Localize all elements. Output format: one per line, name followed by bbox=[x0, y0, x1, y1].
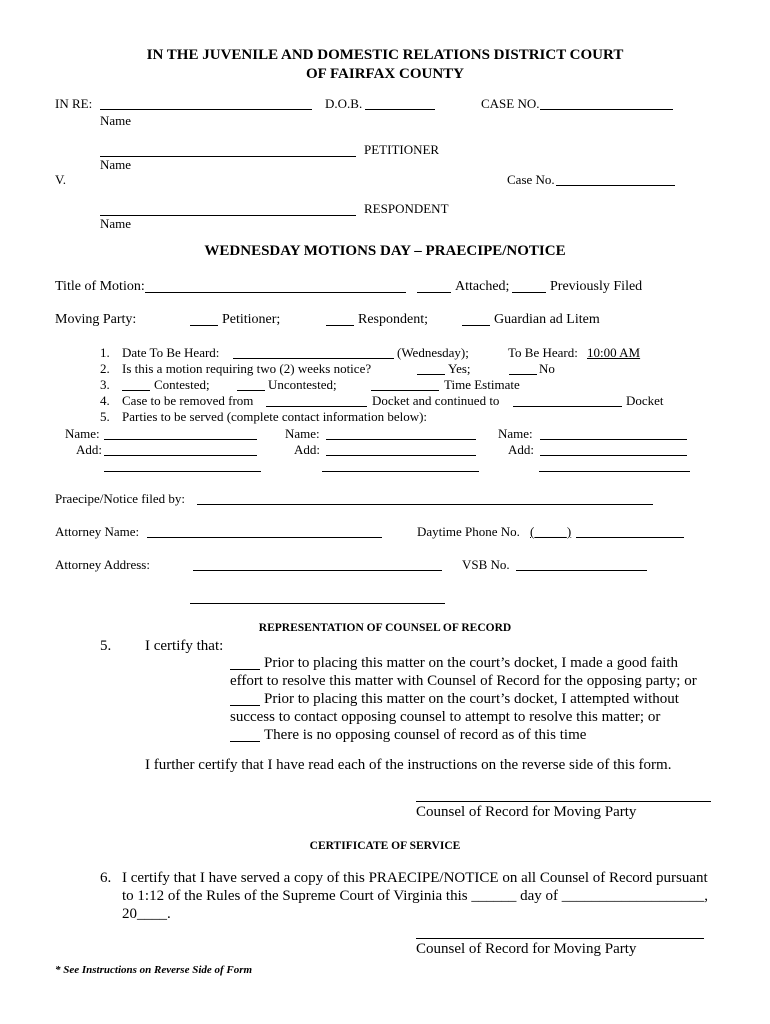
counsel-signature-line-1[interactable] bbox=[416, 801, 711, 802]
form-title: WEDNESDAY MOTIONS DAY – PRAECIPE/NOTICE bbox=[204, 243, 566, 259]
two-weeks-no-label: No bbox=[539, 361, 555, 376]
hearing-time: 10:00 AM bbox=[587, 345, 641, 360]
certify-number-5: 5. bbox=[100, 638, 112, 654]
case-no-label-caps: CASE NO. bbox=[481, 96, 540, 111]
two-weeks-yes-label: Yes; bbox=[448, 361, 471, 376]
previously-filed-blank[interactable] bbox=[512, 292, 546, 293]
time-estimate-blank[interactable] bbox=[371, 390, 439, 391]
party-2-add-line-2[interactable] bbox=[322, 471, 479, 472]
service-text-line-3: 20____. bbox=[122, 906, 171, 922]
to-be-heard-label: To Be Heard: bbox=[508, 345, 578, 360]
moving-petitioner-label: Petitioner; bbox=[222, 312, 281, 327]
title-of-motion-line[interactable] bbox=[145, 292, 406, 293]
certify-option-1-blank[interactable] bbox=[230, 669, 260, 670]
moving-party-label: Moving Party: bbox=[55, 312, 137, 327]
two-weeks-notice-question: Is this a motion requiring two (2) weeks notice? bbox=[122, 361, 372, 376]
case-no-line-1[interactable] bbox=[540, 109, 673, 110]
previously-filed-label: Previously Filed bbox=[550, 279, 643, 294]
moving-guardian-label: Guardian ad Litem bbox=[494, 312, 600, 327]
removed-docket-line[interactable] bbox=[266, 406, 367, 407]
certify-option-3-blank[interactable] bbox=[230, 741, 260, 742]
certify-that-label: I certify that: bbox=[145, 638, 224, 654]
two-weeks-no-blank[interactable] bbox=[509, 374, 537, 375]
date-to-be-heard-label: Date To Be Heard: bbox=[122, 345, 220, 360]
in-re-name-line[interactable] bbox=[100, 109, 312, 110]
moving-petitioner-blank[interactable] bbox=[190, 325, 218, 326]
counsel-signature-label-1: Counsel of Record for Moving Party bbox=[416, 804, 637, 820]
reverse-side-note: * See Instructions on Reverse Side of Form bbox=[55, 964, 253, 976]
dob-line[interactable] bbox=[365, 109, 435, 110]
name-caption-1: Name bbox=[100, 113, 132, 128]
time-estimate-label: Time Estimate bbox=[444, 377, 520, 392]
party-3-name-label: Name: bbox=[498, 426, 533, 441]
certify-option-2-blank[interactable] bbox=[230, 705, 260, 706]
party-3-add-line-2[interactable] bbox=[539, 471, 690, 472]
further-certify-text: I further certify that I have read each of the instructions on the reverse side of this form. bbox=[145, 757, 672, 773]
party-1-add-line-2[interactable] bbox=[104, 471, 261, 472]
party-3-name-line[interactable] bbox=[540, 439, 687, 440]
dob-label: D.O.B. bbox=[325, 96, 363, 111]
attached-blank[interactable] bbox=[417, 292, 451, 293]
case-no-label: Case No. bbox=[507, 172, 555, 187]
contested-label: Contested; bbox=[154, 377, 210, 392]
certify-option-3: There is no opposing counsel of record as of this time bbox=[264, 727, 587, 743]
party-3-add-label: Add: bbox=[508, 442, 534, 457]
party-2-add-line[interactable] bbox=[326, 455, 476, 456]
title-of-motion-label: Title of Motion: bbox=[55, 279, 145, 294]
vsb-line[interactable] bbox=[516, 570, 647, 571]
case-no-line-2[interactable] bbox=[556, 185, 675, 186]
attorney-address-label: Attorney Address: bbox=[55, 557, 150, 572]
attached-label: Attached; bbox=[455, 279, 510, 294]
petitioner-name-line[interactable] bbox=[100, 156, 356, 157]
respondent-name-line[interactable] bbox=[100, 215, 356, 216]
party-1-add-line[interactable] bbox=[104, 455, 257, 456]
phone-number-line[interactable] bbox=[576, 537, 684, 538]
certify-option-2-line-2: success to contact opposing counsel to attempt to resolve this matter; or bbox=[230, 709, 661, 725]
certificate-of-service-heading: CERTIFICATE OF SERVICE bbox=[309, 840, 461, 852]
parties-served-label: Parties to be served (complete contact information below): bbox=[122, 409, 428, 424]
party-1-name-line[interactable] bbox=[104, 439, 257, 440]
continued-docket-line[interactable] bbox=[513, 406, 622, 407]
certify-option-1-line-2: effort to resolve this matter with Counsel of Record for the opposing party; or bbox=[230, 673, 697, 689]
filed-by-label: Praecipe/Notice filed by: bbox=[55, 491, 185, 506]
wednesday-label: (Wednesday); bbox=[397, 345, 469, 360]
counsel-signature-label-2: Counsel of Record for Moving Party bbox=[416, 941, 637, 957]
certify-option-1-line-1: Prior to placing this matter on the court’s docket, I made a good faith bbox=[264, 655, 679, 671]
daytime-phone-label: Daytime Phone No. bbox=[417, 524, 520, 539]
petitioner-label: PETITIONER bbox=[364, 142, 440, 157]
contested-blank[interactable] bbox=[122, 390, 150, 391]
date-to-be-heard-line[interactable] bbox=[233, 358, 394, 359]
case-removed-label: Case to be removed from bbox=[122, 393, 254, 408]
versus-label: V. bbox=[55, 172, 66, 187]
party-2-name-label: Name: bbox=[285, 426, 320, 441]
uncontested-label: Uncontested; bbox=[268, 377, 337, 392]
vsb-label: VSB No. bbox=[462, 557, 510, 572]
in-re-label: IN RE: bbox=[55, 96, 93, 111]
attorney-address-line-2[interactable] bbox=[190, 603, 445, 604]
service-number-6: 6. bbox=[100, 870, 112, 886]
name-caption-3: Name bbox=[100, 216, 132, 231]
party-3-add-line[interactable] bbox=[540, 455, 687, 456]
name-caption-2: Name bbox=[100, 157, 132, 172]
continued-to-label: Docket and continued to bbox=[372, 393, 500, 408]
phone-area-code[interactable]: (_____) bbox=[530, 524, 572, 539]
certify-option-2-line-1: Prior to placing this matter on the court’s docket, I attempted without bbox=[264, 691, 679, 707]
service-text-line-2: to 1:12 of the Rules of the Supreme Court of Virginia this ______ day of ___________________, bbox=[122, 888, 708, 904]
attorney-address-line-1[interactable] bbox=[193, 570, 442, 571]
moving-guardian-blank[interactable] bbox=[462, 325, 490, 326]
uncontested-blank[interactable] bbox=[237, 390, 265, 391]
filed-by-line[interactable] bbox=[197, 504, 653, 505]
representation-heading: REPRESENTATION OF COUNSEL OF RECORD bbox=[258, 622, 512, 634]
party-1-name-label: Name: bbox=[65, 426, 100, 441]
party-2-add-label: Add: bbox=[294, 442, 320, 457]
item-3-number: 3. bbox=[100, 377, 110, 392]
item-2-number: 2. bbox=[100, 361, 110, 376]
respondent-label: RESPONDENT bbox=[364, 201, 449, 216]
court-county: OF FAIRFAX COUNTY bbox=[305, 66, 465, 82]
attorney-name-label: Attorney Name: bbox=[55, 524, 140, 539]
docket-label: Docket bbox=[626, 393, 664, 408]
party-1-add-label: Add: bbox=[76, 442, 102, 457]
party-2-name-line[interactable] bbox=[326, 439, 476, 440]
item-4-number: 4. bbox=[100, 393, 110, 408]
moving-respondent-label: Respondent; bbox=[358, 312, 428, 327]
service-text-line-1: I certify that I have served a copy of this PRAECIPE/NOTICE on all Counsel of Record pursuant bbox=[122, 870, 708, 886]
item-1-number: 1. bbox=[100, 345, 110, 360]
item-5-number: 5. bbox=[100, 409, 110, 424]
attorney-name-line[interactable] bbox=[147, 537, 382, 538]
counsel-signature-line-2[interactable] bbox=[416, 938, 704, 939]
court-title: IN THE JUVENILE AND DOMESTIC RELATIONS DISTRICT COURT bbox=[146, 47, 624, 63]
moving-respondent-blank[interactable] bbox=[326, 325, 354, 326]
two-weeks-yes-blank[interactable] bbox=[417, 374, 445, 375]
